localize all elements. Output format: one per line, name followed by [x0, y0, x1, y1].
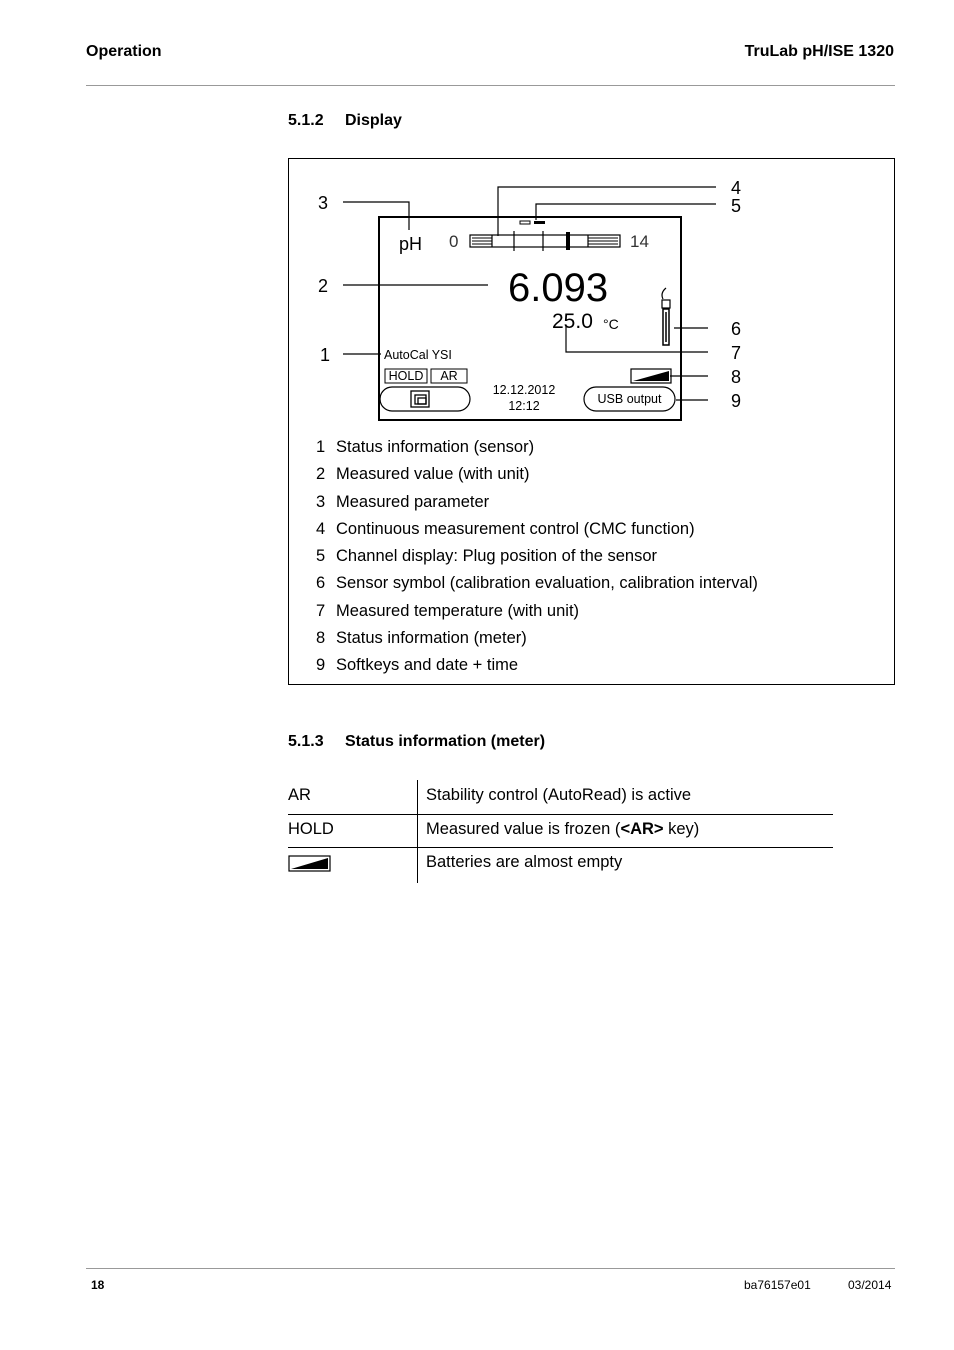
measured-value: 6.093 [508, 266, 609, 310]
temperature-unit: °C [603, 316, 619, 332]
callout-5: 5 [731, 196, 742, 216]
callout-4: 4 [731, 178, 742, 198]
table-desc-ar: Stability control (AutoRead) is active [426, 786, 692, 804]
scale-max: 14 [630, 232, 649, 251]
header-product: TruLab pH/ISE 1320 [744, 43, 894, 60]
battery-low-icon [631, 369, 671, 383]
callout-6: 6 [731, 319, 742, 339]
table-key-hold: HOLD [288, 820, 334, 838]
softkey-usb-output: USB output [597, 392, 662, 406]
section-number: 5.1.2 [288, 112, 324, 129]
section-heading-status [288, 733, 545, 751]
callout-9: 9 [731, 391, 742, 411]
windows-icon [411, 391, 429, 407]
display-time: 12:12 [508, 399, 540, 413]
scale-min: 0 [449, 232, 459, 251]
measured-temperature: 25.0 [552, 310, 593, 333]
table-key-ar: AR [288, 786, 311, 804]
page-number: 18 [91, 1278, 105, 1292]
callout-1: 1 [320, 345, 331, 365]
legend-item: 7 Measured temperature (with unit) [316, 602, 580, 620]
legend-item: 5 Channel display: Plug position of the sensor [316, 547, 658, 565]
footer-rule [86, 1268, 895, 1269]
measured-parameter: pH [399, 234, 423, 254]
doc-date: 03/2014 [848, 1278, 892, 1292]
section-number: 5.1.3 [288, 733, 324, 750]
callout-3: 3 [318, 193, 329, 213]
section-title: Display [345, 112, 402, 129]
legend-item: 9 Softkeys and date + time [316, 656, 519, 674]
cmc-bar-icon [470, 231, 620, 251]
status-hold: HOLD [388, 369, 424, 383]
table-divider [417, 780, 418, 883]
display-date: 12.12.2012 [492, 383, 556, 397]
legend-item: 4 Continuous measurement control (CMC function) [316, 520, 695, 538]
legend-item: 3 Measured parameter [316, 493, 490, 511]
doc-id: ba76157e01 [744, 1278, 811, 1292]
legend-item: 6 Sensor symbol (calibration evaluation, calibration interval) [316, 574, 758, 592]
legend-item: 8 Status information (meter) [316, 629, 527, 647]
table-desc-battery: Batteries are almost empty [426, 853, 623, 871]
sensor-electrode-icon [662, 288, 670, 345]
header-rule [86, 85, 895, 86]
status-ar: AR [440, 369, 458, 383]
table-rule [288, 847, 833, 848]
header-section: Operation [86, 43, 162, 60]
table-rule [288, 814, 833, 815]
legend-item: 2 Measured value (with unit) [316, 465, 530, 483]
sensor-status: AutoCal YSI [384, 348, 452, 362]
callout-2: 2 [318, 276, 329, 296]
section-title: Status information (meter) [345, 733, 546, 750]
battery-low-icon [288, 855, 332, 873]
table-desc-hold: Measured value is frozen (<AR> key) [426, 820, 700, 838]
channel-display-icon [520, 221, 545, 224]
section-heading-display [288, 112, 402, 130]
callout-7: 7 [731, 343, 742, 363]
legend-item: 1 Status information (sensor) [316, 438, 535, 456]
callout-8: 8 [731, 367, 742, 387]
